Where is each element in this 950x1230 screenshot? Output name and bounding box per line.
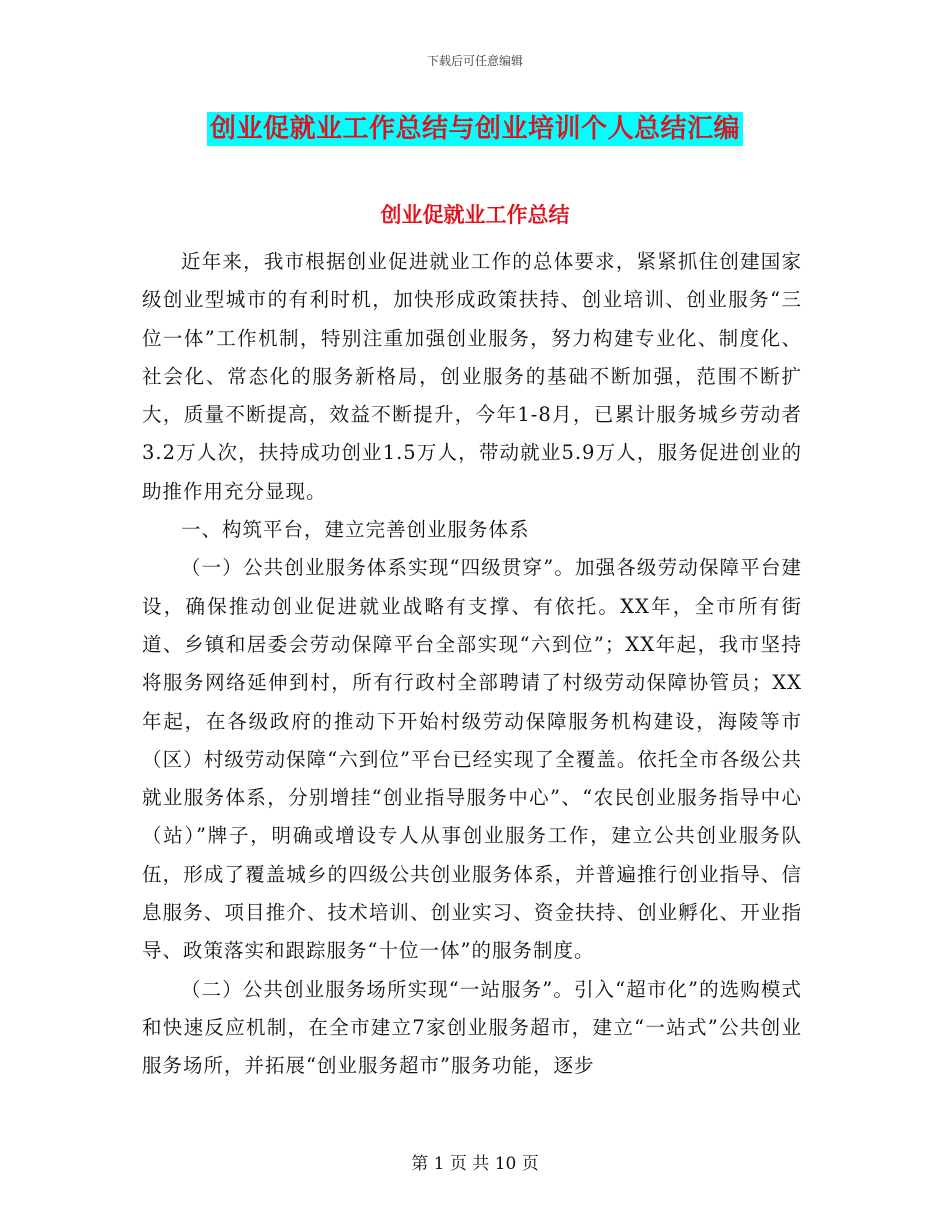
document-title-container xyxy=(0,112,950,146)
document-body xyxy=(142,243,802,1086)
document-title: 创业促就业工作总结与创业培训个人总结汇编 xyxy=(207,112,743,146)
heading-part-one: 一、构筑平台，建立完善创业服务体系 xyxy=(181,518,530,542)
paragraph-service-venue: （二）公共创业服务场所实现“一站服务”。引入“超市化”的选购模式和快速反应机制，在全市建立7家创业服务超市，建立“一站式”公共创业服务场所，并拓展“创业服务超市”服务功能，逐步 xyxy=(142,977,802,1078)
paragraph-service-system: （一）公共创业服务体系实现“四级贯穿”。加强各级劳动保障平台建设，确保推动创业促进就业战略有支撑、有依托。XX年，全市所有街道、乡镇和居委会劳动保障平台全部实现“六到位”；XX年起，我市坚持将服务网络延伸到村，所有行政村全部聘请了村级劳动保障协管员；XX年起，在各级政府的推动下开始村级劳动保障服务机构建设，海陵等市（区）村级劳动保障“六到位”平台已经实现了全覆盖。依托全市各级公共就业服务体系，分别增挂“创业指导服务中心”、“农民创业服务指导中心（站）”牌子，明确或增设专人从事创业服务工作，建立公共创业服务队伍，形成了覆盖城乡的四级公共创业服务体系，并普遍推行创业指导、信息服务、项目推介、技术培训、创业实习、资金扶持、创业孵化、开业指导、政策落实和跟踪服务“十位一体”的服务制度。 xyxy=(142,556,802,963)
page-header-note: 下载后可任意编辑 xyxy=(426,54,523,68)
section-title: 创业促就业工作总结 xyxy=(380,203,570,227)
page-number: 第 1 页 共 10 页 xyxy=(411,1154,539,1174)
paragraph-intro: 近年来，我市根据创业促进就业工作的总体要求，紧紧抓住创建国家级创业型城市的有利时机，加快形成政策扶持、创业培训、创业服务“三位一体”工作机制，特别注重加强创业服务，努力构建专业化、制度化、社会化、常态化的服务新格局，创业服务的基础不断加强，范围不断扩大，质量不断提高，效益不断提升，今年1-8月，已累计服务城乡劳动者3.2万人次，扶持成功创业1.5万人，带动就业5.9万人，服务促进创业的助推作用充分显现。 xyxy=(142,250,802,503)
